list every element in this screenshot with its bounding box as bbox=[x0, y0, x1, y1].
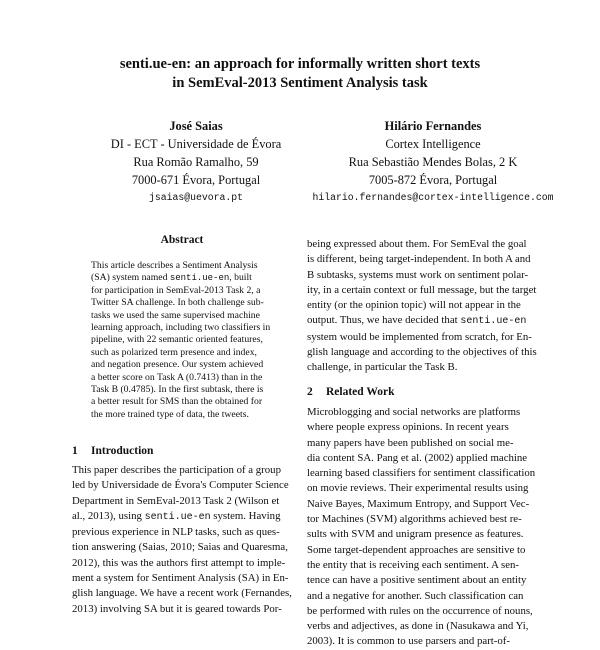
text-line: the more trained type of data, the tweets. bbox=[91, 408, 249, 420]
text-line bbox=[72, 509, 292, 525]
text-segment: al., 2013), using bbox=[72, 509, 145, 522]
text-line: This paper describes the participation of a group bbox=[72, 464, 281, 476]
section-title: Related Work bbox=[326, 386, 395, 398]
text-line: glish language and according to the objectives of this bbox=[307, 346, 537, 359]
text-line: Twitter SA challenge. In both challenge sub- bbox=[91, 297, 264, 309]
text-line: many papers have been published on social me- bbox=[307, 436, 514, 449]
author-block-2 bbox=[268, 117, 598, 207]
author-city: 7005-872 Évora, Portugal bbox=[368, 173, 498, 187]
text-line: 2012), this was the authors first attempt to imple- bbox=[72, 556, 286, 569]
text-line: tasks we used the same supervised machine bbox=[91, 309, 260, 321]
paper-title-line-1: senti.ue-en: an approach for informally written short texts bbox=[119, 56, 481, 72]
text-line: Department in SemEval-2013 Task 2 (Wilson et bbox=[72, 494, 280, 507]
text-line: challenge, in particular the Task B. bbox=[307, 361, 458, 374]
text-line: where people express opinions. In recent years bbox=[307, 421, 509, 434]
text-line: system would be implemented from scratch, for En- bbox=[307, 330, 532, 343]
author-affiliation: DI - ECT - Universidade de Évora bbox=[110, 137, 282, 151]
section-title: Introduction bbox=[91, 445, 154, 457]
text-segment: system. Having bbox=[210, 509, 281, 522]
text-line: and negation presence. Our system achieved bbox=[91, 359, 264, 371]
author-email[interactable]: hilario.fernandes@cortex-intelligence.com bbox=[312, 192, 554, 203]
text-line: 2003). It is common to use parsers and part-of- bbox=[307, 635, 510, 648]
text-line: entity (or the opinion topic) will not appear in the bbox=[307, 299, 521, 312]
text-line: sults with SVM and unigram presence as features. bbox=[307, 528, 524, 541]
text-line: ment a system for Sentiment Analysis (SA) in En- bbox=[72, 572, 289, 585]
author-address: Rua Romão Ramalho, 59 bbox=[133, 155, 259, 169]
text-line: tence can have a positive sentiment about an entity bbox=[307, 574, 527, 587]
text-line bbox=[307, 313, 537, 329]
text-line: learning approach, including two classifiers in bbox=[91, 322, 271, 334]
text-line: pipeline, with 22 semantic oriented features, bbox=[91, 334, 263, 346]
text-line: on movie reviews. Their experimental results using bbox=[307, 482, 529, 495]
section-number: 1 bbox=[72, 445, 78, 457]
section-heading-introduction bbox=[72, 445, 153, 457]
text-line: is different, being target-independent. In both A and bbox=[307, 253, 531, 266]
text-line: tor Machines (SVM) algorithms achieved best re- bbox=[307, 513, 522, 526]
text-line: glish language. We have a recent work (Fernandes, bbox=[72, 587, 292, 600]
text-line: being expressed about them. For SemEval the goal bbox=[307, 238, 527, 250]
abstract-heading: Abstract bbox=[160, 234, 204, 246]
text-line: be performed with rules on the occurrence of nouns, bbox=[307, 604, 533, 617]
text-segment: , built bbox=[229, 272, 252, 284]
text-segment: output. Thus, we have decided that bbox=[307, 314, 461, 327]
author-email[interactable]: jsaias@uevora.pt bbox=[148, 192, 244, 203]
code-token: senti.ue-en bbox=[169, 273, 230, 284]
author-name: José Saias bbox=[169, 119, 223, 133]
text-line: a better score on Task A (0.7413) than in the bbox=[91, 371, 263, 383]
text-line: previous experience in NLP tasks, such as ques- bbox=[72, 526, 280, 539]
abstract-body bbox=[91, 260, 270, 421]
text-line: verbs and adjectives, as done in (Nasukawa and Yi, bbox=[307, 620, 529, 633]
text-line: This article describes a Sentiment Analysis bbox=[91, 260, 258, 271]
continuation-body bbox=[307, 237, 537, 376]
text-segment: (SA) system named bbox=[91, 272, 170, 284]
text-line: B subtasks, systems must work on sentiment polar- bbox=[307, 268, 529, 281]
author-address: Rua Sebastião Mendes Bolas, 2 K bbox=[348, 155, 518, 169]
code-token: senti.ue-en bbox=[460, 316, 527, 328]
section-number: 2 bbox=[307, 386, 313, 398]
text-line bbox=[91, 272, 270, 284]
text-line: for participation in SemEval-2013 Task 2, a bbox=[91, 284, 261, 296]
introduction-body bbox=[72, 463, 292, 617]
text-line: Microblogging and social networks are platforms bbox=[307, 406, 521, 418]
text-line: 2013) involving SA but it is geared towards Por- bbox=[72, 602, 282, 615]
text-line: dia content SA. Pang et al. (2002) applied machine bbox=[307, 451, 528, 464]
text-line: led by Universidade de Évora's Computer Science bbox=[72, 479, 289, 492]
text-line: the entity that is receiving each sentiment. A sen- bbox=[307, 558, 519, 571]
text-line: tion answering (Saias, 2010; Saias and Quaresma, bbox=[72, 541, 288, 554]
text-line: Task B (0.4785). In the first subtask, there is bbox=[91, 384, 264, 396]
related-work-body bbox=[307, 405, 535, 650]
paper-title-line-2: in SemEval-2013 Sentiment Analysis task bbox=[172, 75, 428, 91]
author-name: Hilário Fernandes bbox=[384, 119, 482, 133]
author-city: 7000-671 Évora, Portugal bbox=[131, 173, 261, 187]
code-token: senti.ue-en bbox=[144, 511, 211, 523]
author-affiliation: Cortex Intelligence bbox=[385, 137, 481, 151]
text-line: Naive Bayes, Maximum Entropy, and Support Vec- bbox=[307, 497, 530, 510]
text-line: such as polarized term presence and index, bbox=[91, 346, 257, 358]
text-line: and a negative for another. Such classification can bbox=[307, 589, 524, 602]
text-line: ity, in a certain context or full message, but the target bbox=[307, 283, 537, 296]
text-line: learning based classifiers for sentiment classification bbox=[307, 467, 536, 480]
section-heading-related-work bbox=[307, 386, 394, 398]
text-line: Some target-dependent approaches are sensitive to bbox=[307, 543, 526, 556]
text-line: a better result for SMS than the obtained for bbox=[91, 396, 263, 408]
